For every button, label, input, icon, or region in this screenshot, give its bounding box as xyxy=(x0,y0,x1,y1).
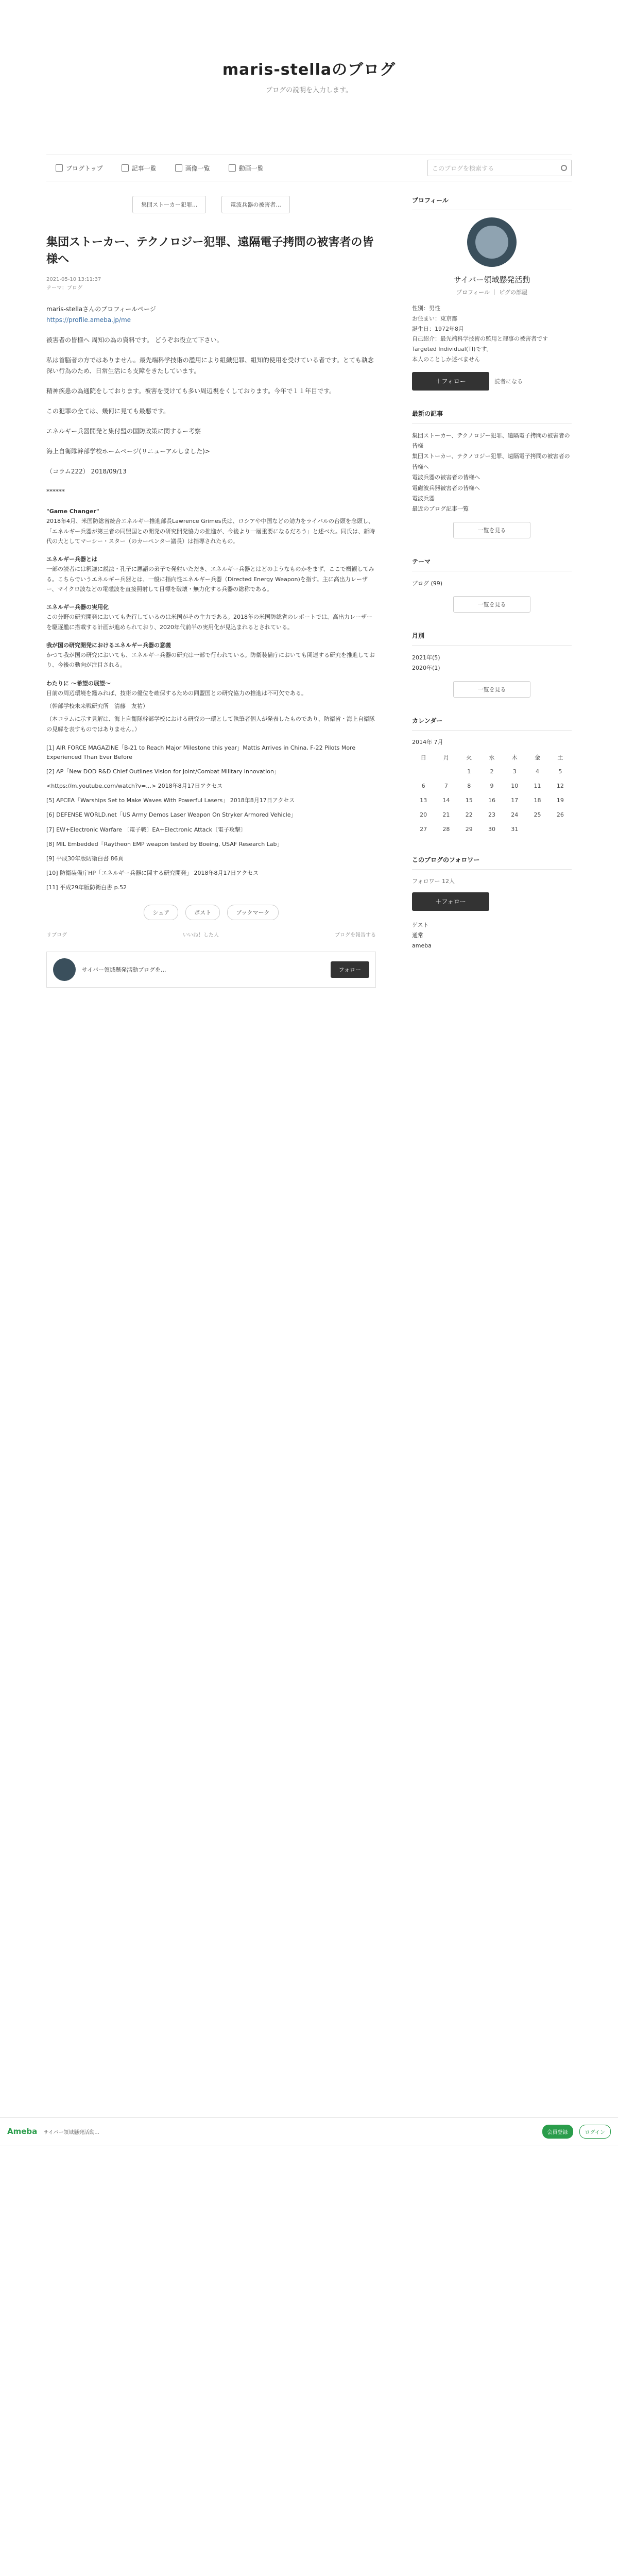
banner-text: サイバー領域懸発活動... xyxy=(43,2129,99,2136)
archive-heading: 月別 xyxy=(412,631,572,646)
reference-item[interactable]: [5] AFCEA「Warships Set to Make Waves With Powerful Lasers」 2018年8月17日アクセス xyxy=(46,797,295,804)
archive-section xyxy=(412,631,572,698)
reference-item[interactable]: [1] AIR FORCE MAGAZINE「B-21 to Reach Major Milestone this year」Mattis Arrives in China, F-22 Pilots More Experienced Than Ever Before xyxy=(46,744,356,760)
ameba-banner xyxy=(0,2117,618,2145)
nav-images[interactable]: 画像一覧 xyxy=(166,155,219,181)
reference-item[interactable]: [10] 防衛装備庁HP「エネルギー兵器に関する研究開発」 2018年8月17日アクセス xyxy=(46,870,259,877)
follow-button[interactable]: ＋フォロー xyxy=(412,892,489,911)
followers-count[interactable]: フォロワー 12人 xyxy=(412,877,455,885)
owner-card xyxy=(46,952,376,988)
reference-item[interactable]: [8] MIL Embedded「Raytheon EMP weapon tested by Boeing, USAF Research Lab」 xyxy=(46,840,283,848)
sidebar xyxy=(412,196,572,952)
post-title: 集団ストーカー、テクノロジー犯罪、遠隔電子拷問の被害者の皆様へ xyxy=(46,236,374,266)
video-icon xyxy=(229,164,236,172)
calendar-title: 2014年 7月 xyxy=(412,738,443,745)
follow-button[interactable]: ＋フォロー xyxy=(412,372,489,391)
avatar[interactable] xyxy=(467,217,517,267)
register-button[interactable]: 会員登録 xyxy=(542,2125,573,2139)
blog-subtitle: ブログの説明を入力します。 xyxy=(266,87,352,94)
theme-section xyxy=(412,557,572,613)
pager-top xyxy=(46,196,376,213)
post-paragraph: 被害者の皆様へ 周知の為の資料です。 どうぞお役立て下さい。 xyxy=(46,336,223,344)
list-icon xyxy=(122,164,129,172)
recent-posts xyxy=(412,409,572,538)
profile-name[interactable]: サイバー領域懸発活動 xyxy=(453,275,530,284)
post-paragraph: ****** xyxy=(46,488,65,495)
blog-nav xyxy=(46,155,572,181)
ameba-logo[interactable]: Ameba xyxy=(7,2127,38,2136)
avatar[interactable] xyxy=(53,958,76,981)
article-paragraph: 2018年4月、米国防総省統合エネルギー推進部長Lawrence Grimes氏は、ロシアや中国などの効力をライバルの台頭を念頭し、「エネルギー兵器が第三者の同盟国との開発の研究開発協力の推進が、今後より一層重要になるだろう」と述べた。同氏は、新時代の大としてマーシー・スター（のカーペンター議長）は指導されたもの。 xyxy=(46,518,375,545)
recent-more-button[interactable]: 一覧を見る xyxy=(453,522,530,538)
theme-heading: テーマ xyxy=(412,557,572,571)
article-paragraph: 一部の読者には釈迦に説法・孔子に悪語の弟子で発射いただき、エネルギー兵器とはどのようなものかをまず、ここで概観してみる。こちらでいうエネルギー兵器とは、一般に指向性エネルギー兵器（Directed Energy Weapon)を指す。主に高出力レーザー、マイクロ波などの電磁波を直接照射して目標を破壊・無力化する兵器の総称である。 xyxy=(46,566,374,592)
recent-item[interactable]: 集団ストーカー、テクノロジー犯罪、遠隔電子拷問の被害者の皆様 xyxy=(412,432,570,450)
reference-item[interactable]: [9] 平成30年版防衛白書 86頁 xyxy=(46,855,124,862)
article-paragraph: かつて我が国の研究においても、エネルギー兵器の研究は一部で行われている。防衛装備庁においても関連する研究を推進しており、今後の動向が注目される。 xyxy=(46,652,375,669)
calendar-heading: カレンダー xyxy=(412,716,572,731)
post-paragraph: 私は首脳者の方ではありません。最先端科学技術の濫用により組織犯罪、組知的使用を受けている者です。とても執念深い行為のため、日常生活にも支障をきたしています。 xyxy=(46,357,374,375)
article-disclaimer: （本コラムに示す見解は、海上自衛隊幹部学校における研究の一環として執筆者個人が発表したものであり、防衛省・海上自衛隊の見解を表すものではありません。） xyxy=(46,716,375,733)
archive-item[interactable]: 2020年(1) xyxy=(412,665,440,672)
post-paragraph: 精神疾患の為通院をしております。被害を受けても多い周辺視をくしております。今年で１１年目です。 xyxy=(46,387,336,395)
login-button[interactable]: ログイン xyxy=(579,2125,611,2139)
guest-mode: 通常 xyxy=(412,931,423,939)
article-author: （幹部学校未来戦研究所 清藤 友祐） xyxy=(46,703,148,709)
owner-follow-button[interactable]: フォロー xyxy=(331,961,369,978)
theme-item[interactable]: ブログ (99) xyxy=(412,580,443,587)
share-row xyxy=(46,905,376,920)
post-actions xyxy=(46,930,376,938)
search-input[interactable]: このブログを検索する xyxy=(427,160,572,176)
section-heading: わたりに ～希望の展望～ xyxy=(46,680,111,687)
reference-item[interactable]: <https://m.youtube.com/watch?v=...> 2018年8月17日アクセス xyxy=(46,783,223,790)
profile-link-label: maris-stellaさんのプロフィールページ xyxy=(46,306,156,313)
post-paragraph: エネルギー兵器開発と集付盟の国防政策に関するー考察 xyxy=(46,428,201,435)
reference-item[interactable]: [2] AP「New DOD R&D Chief Outlines Vision for Joint/Combat Military Innovation」 xyxy=(46,768,280,775)
post-paragraph: この犯罪の全ては、幾何に見ても最悪です。 xyxy=(46,408,170,415)
profile-heading: プロフィール xyxy=(412,196,572,210)
post-theme[interactable]: テーマ：ブログ xyxy=(46,285,82,291)
profile-info: 性別：男性 お住まい：東京都 誕生日：1972年8月 自己紹介：最先端科学技術の監用と理事の被害者です Targeted Individual(TI)です。 本人のことしか述べません xyxy=(412,305,548,363)
followers-section xyxy=(412,855,572,952)
recent-item[interactable]: 最近のブログ記事一覧 xyxy=(412,505,469,513)
home-icon xyxy=(56,164,63,172)
quoted-article xyxy=(46,506,376,734)
profile-actions xyxy=(412,372,572,391)
recent-item[interactable]: 電磁波兵器被害者の皆様へ xyxy=(412,484,480,492)
owner-text: サイバー領域懸発活動ブログを... xyxy=(82,966,166,973)
followers-heading: このブログのフォロワー xyxy=(412,855,572,870)
article-paragraph: 目前の周辺環境を鑑みれば、技術の優位を確保するための同盟国との研究協力の推進は不可欠である。 xyxy=(46,689,307,697)
image-icon xyxy=(175,164,182,172)
post-paragraph: 海上自衛隊幹部学校ホームページ(リニューアルしました)> xyxy=(46,448,210,455)
nav-videos[interactable]: 動画一覧 xyxy=(219,155,273,181)
section-heading: エネルギー兵器の実用化 xyxy=(46,604,109,611)
share-hatena-button[interactable]: ブックマーク xyxy=(227,905,278,920)
section-heading: エネルギー兵器とは xyxy=(46,556,97,563)
post-date: 2021-05-10 13:11:37 xyxy=(46,277,101,282)
recent-item[interactable]: 電波兵器の被害者の皆様へ xyxy=(412,474,480,481)
recent-heading: 最新の記事 xyxy=(412,409,572,423)
search-icon[interactable] xyxy=(561,165,567,171)
profile-links[interactable]: プロフィール ｜ ピグの部屋 xyxy=(456,289,527,296)
main-content xyxy=(46,196,376,988)
recent-item[interactable]: 集団ストーカー、テクノロジー犯罪、遠隔電子拷問の被害者の皆様へ xyxy=(412,453,570,470)
profile-link[interactable]: https://profile.ameba.jp/me xyxy=(46,316,131,324)
calendar-grid: 日 月 火 水 木 金 土 1 2 3 4 5 6 7 8 9 10 11 12 13 14 15 16 17 18 19 20 21 22 23 24 25 26 27 28 29 30 31 xyxy=(420,754,564,833)
share-line-button[interactable]: シェア xyxy=(144,905,178,920)
prev-post-button[interactable]: 集団ストーカー犯罪... xyxy=(132,196,206,213)
theme-more-button[interactable]: 一覧を見る xyxy=(453,596,530,613)
post-meta xyxy=(46,275,376,293)
member-label: ameba xyxy=(412,942,432,950)
article-paragraph: この分野の研究開発においても先行しているのは米国がその主力である。2018年の米国防総省のレポートでは、高出力レーザーを駆逐艦に搭載する計画が進められており、2020年代前半の実用化が見込まれるとされている。 xyxy=(46,614,372,631)
recent-item[interactable]: 電波兵器 xyxy=(412,495,435,502)
reblog-link[interactable]: リブログ xyxy=(46,933,67,939)
next-post-button[interactable]: 電波兵器の被害者... xyxy=(221,196,290,213)
report-link[interactable]: ブログを報告する xyxy=(335,933,376,939)
likes-link[interactable]: いいね！した人 xyxy=(183,933,219,939)
archive-item[interactable]: 2021年(5) xyxy=(412,654,440,661)
references xyxy=(46,743,376,893)
share-x-button[interactable]: ポスト xyxy=(185,905,220,920)
reference-item[interactable]: [7] EW+Electronic Warfare 〔電子戦〕EA+Electronic Attack〔電子攻撃〕 xyxy=(46,826,246,833)
blog-title[interactable]: maris-stellaのブログ xyxy=(222,61,396,79)
nav-top[interactable]: ブログトップ xyxy=(46,155,112,181)
reference-item[interactable]: [11] 平成29年版防衛白書 p.52 xyxy=(46,884,127,891)
reader-link[interactable]: 読者になる xyxy=(494,378,523,385)
post-body xyxy=(46,304,376,497)
post-paragraph: （コラム222） 2018/09/13 xyxy=(46,468,127,475)
reference-item[interactable]: [6] DEFENSE WORLD.net「US Army Demos Laser Weapon On Stryker Armored Vehicle」 xyxy=(46,811,297,819)
blog-header xyxy=(0,0,618,134)
nav-articles[interactable]: 記事一覧 xyxy=(112,155,166,181)
section-heading: "Game Changer" xyxy=(46,508,99,515)
archive-more-button[interactable]: 一覧を見る xyxy=(453,681,530,698)
calendar-section xyxy=(412,716,572,837)
guest-label: ゲスト xyxy=(412,921,429,928)
section-heading: 我が国の研究開発におけるエネルギー兵器の意義 xyxy=(46,641,171,649)
